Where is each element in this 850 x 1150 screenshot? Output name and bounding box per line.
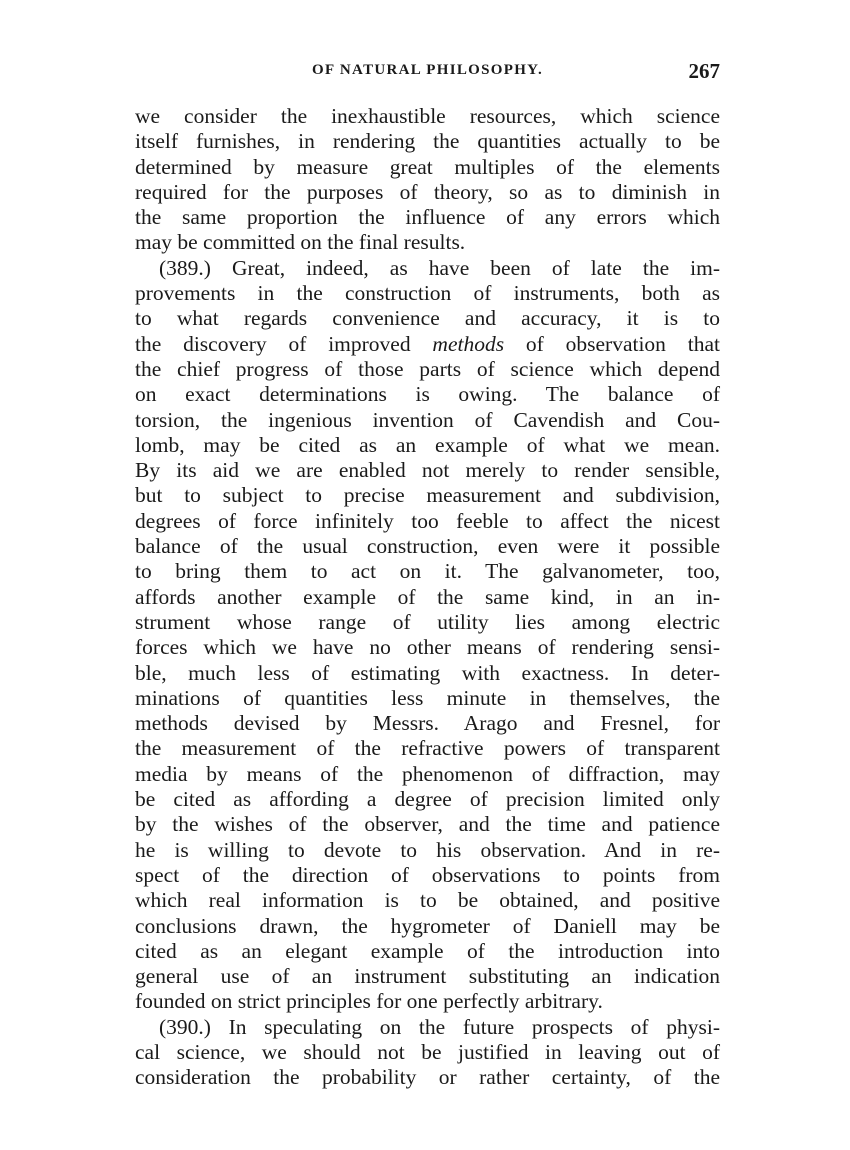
text-line: required for the purposes of theory, so as to diminish in (135, 179, 720, 204)
text-line: on exact determinations is owing. The balance of (135, 382, 720, 407)
text-line: affords another example of the same kind, in an in- (135, 584, 720, 609)
text-line: determined by measure great multiples of the elements (135, 154, 720, 179)
text-line: the same proportion the influence of any errors which (135, 205, 720, 230)
text-line: consideration the probability or rather certainty, of the (135, 1065, 720, 1090)
text-line: to what regards convenience and accuracy, it is to (135, 306, 720, 331)
text-line: founded on strict principles for one perfectly arbitrary. (135, 989, 603, 1014)
text-segment: the discovery of improved (135, 331, 411, 356)
text-line: lomb, may be cited as an example of what we mean. (135, 432, 720, 457)
text-line: itself furnishes, in rendering the quantities actually to be (135, 129, 720, 154)
text-line: provements in the construction of instruments, both as (135, 281, 720, 306)
italic-word: methods (432, 331, 505, 356)
text-line: general use of an instrument substituting an indication (135, 964, 720, 989)
text-line: spect of the direction of observations to points from (135, 862, 720, 887)
text-line: be cited as affording a degree of precision limited only (135, 787, 720, 812)
text-line: balance of the usual construction, even were it possible (135, 534, 720, 559)
text-line: the measurement of the refractive powers of transparent (135, 736, 720, 761)
running-title: OF NATURAL PHILOSOPHY. (312, 62, 543, 78)
page-number: 267 (688, 59, 720, 83)
text-line: we consider the inexhaustible resources, which science (135, 104, 720, 128)
text-line: but to subject to precise measurement and subdivision, (135, 483, 720, 508)
body-text (135, 104, 720, 1091)
text-line (135, 332, 720, 357)
text-line: forces which we have no other means of rendering sensi- (135, 635, 720, 660)
text-segment: of observation that (525, 331, 720, 356)
text-line: minations of quantities less minute in themselves, the (135, 685, 720, 710)
text-line: conclusions drawn, the hygrometer of Daniell may be (135, 913, 720, 938)
text-line: strument whose range of utility lies among electric (135, 609, 720, 634)
text-line: degrees of force infinitely too feeble to affect the nicest (135, 508, 720, 533)
text-line: to bring them to act on it. The galvanometer, too, (135, 559, 720, 584)
text-line: cal science, we should not be justified in leaving out of (135, 1039, 720, 1064)
running-header (135, 59, 720, 86)
text-line: cited as an elegant example of the introduction into (135, 938, 720, 963)
text-line: ble, much less of estimating with exactness. In deter- (135, 660, 720, 685)
text-line: the chief progress of those parts of science which depend (135, 356, 720, 381)
text-line: By its aid we are enabled not merely to render sensible, (135, 458, 720, 483)
text-line: which real information is to be obtained, and positive (135, 888, 720, 913)
text-line: he is willing to devote to his observation. And in re- (135, 837, 720, 862)
paragraph-390-first-line: (390.) In speculating on the future prospects of physi- (159, 1014, 720, 1039)
text-line: may be committed on the final results. (135, 230, 466, 255)
paragraph-389-first-line: (389.) Great, indeed, as have been of late the im- (159, 255, 720, 280)
text-line: media by means of the phenomenon of diffraction, may (135, 761, 720, 786)
text-line: torsion, the ingenious invention of Cavendish and Cou- (135, 407, 720, 432)
text-line: methods devised by Messrs. Arago and Fresnel, for (135, 711, 720, 736)
text-line: by the wishes of the observer, and the time and patience (135, 812, 720, 837)
